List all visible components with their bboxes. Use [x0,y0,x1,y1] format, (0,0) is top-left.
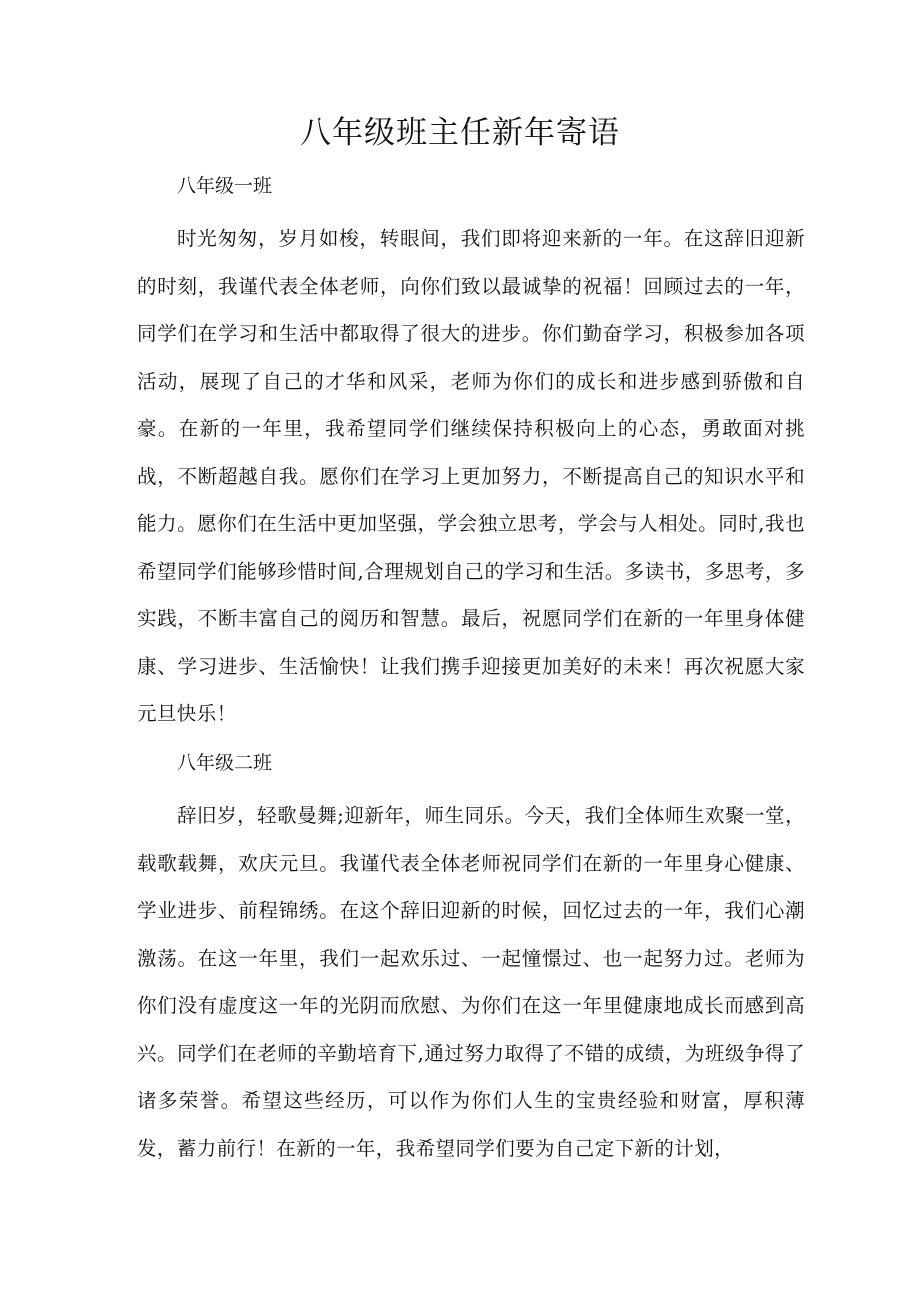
section-class-1 [137,167,805,738]
section-class-2 [137,744,805,1172]
document-title: 八年级班主任新年寄语 [300,115,620,151]
section-heading: 八年级二班 [177,752,273,774]
section-paragraph: 辞旧岁，轻歌曼舞;迎新年，师生同乐。今天，我们全体师生欢聚一堂，载歌载舞，欢庆元旦。我谨代表全体老师祝同学们在新的一年里身心健康、学业进步、前程锦绣。在这个辞旧迎新的时候，回忆过去的一年，我们心潮激荡。在这一年里，我们一起欢乐过、一起憧憬过、也一起努力过。老师为你们没有虚度这一年的光阴而欣慰、为你们在这一年里健康地成长而感到高兴。同学们在老师的辛勤培育下,通过努力取得了不错的成绩，为班级争得了诸多荣誉。希望这些经历，可以作为你们人生的宝贵经验和财富，厚积薄发，蓄力前行！在新的一年，我希望同学们要为自己定下新的计划， [137,804,805,1160]
section-heading: 八年级一班 [177,175,273,197]
section-paragraph: 时光匆匆，岁月如梭，转眼间，我们即将迎来新的一年。在这辞旧迎新的时刻，我谨代表全体老师，向你们致以最诚挚的祝福！回顾过去的一年，同学们在学习和生活中都取得了很大的进步。你们勤奋学习，积极参加各项活动，展现了自己的才华和风采，老师为你们的成长和进步感到骄傲和自豪。在新的一年里，我希望同学们继续保持积极向上的心态，勇敢面对挑战，不断超越自我。愿你们在学习上更加努力，不断提高自己的知识水平和能力。愿你们在生活中更加坚强，学会独立思考，学会与人相处。同时,我也希望同学们能够珍惜时间,合理规划自己的学习和生活。多读书，多思考，多实践，不断丰富自己的阅历和智慧。最后，祝愿同学们在新的一年里身体健康、学习进步、生活愉快！让我们携手迎接更加美好的未来！再次祝愿大家元旦快乐！ [137,227,805,725]
